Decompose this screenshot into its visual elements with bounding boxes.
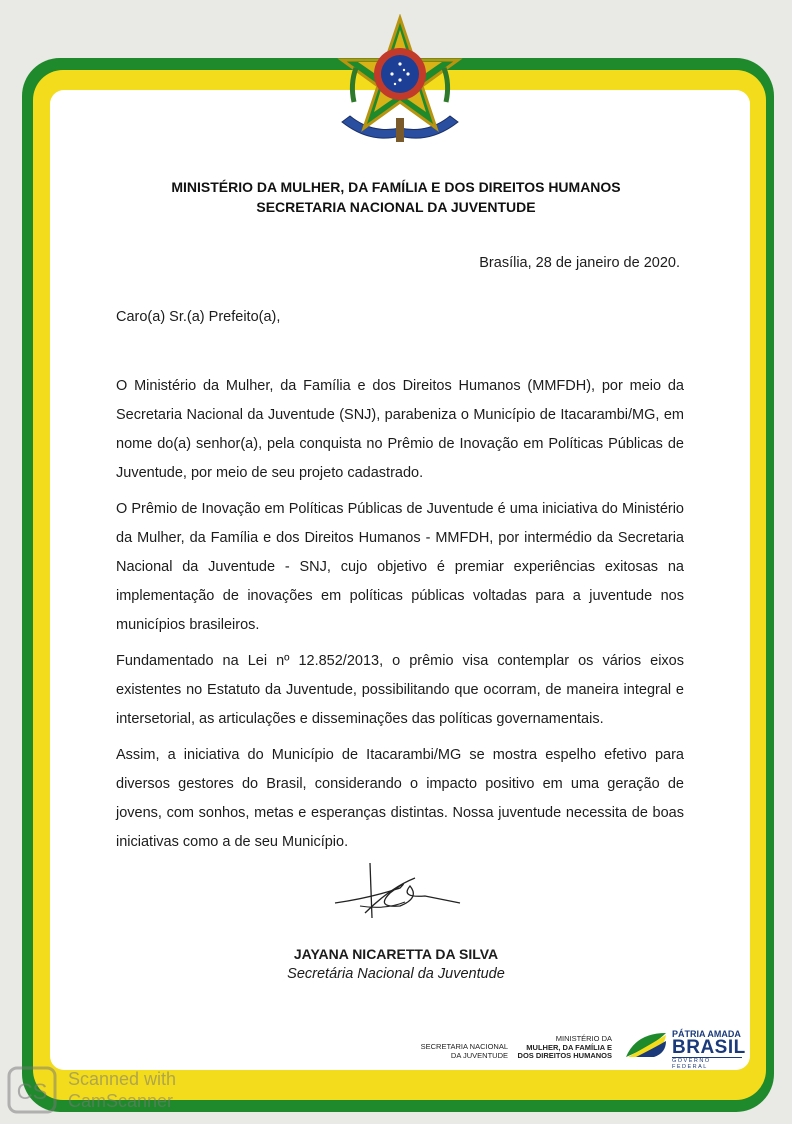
camscanner-logo-icon xyxy=(6,1065,58,1115)
handwritten-signature xyxy=(330,858,470,928)
letter-date: Brasília, 28 de janeiro de 2020. xyxy=(479,255,680,271)
letterhead xyxy=(0,177,792,217)
paragraph: Fundamentado na Lei nº 12.852/2013, o prêmio visa contemplar os vários eixos existentes no Estatuto da Juventude, possibilitando que ocorram, de maneira integral e intersetorial, as articulações e disseminações das políticas governamentais. xyxy=(116,653,684,727)
ministry-title: MINISTÉRIO DA MULHER, DA FAMÍLIA E DOS DIREITOS HUMANOS xyxy=(171,179,621,195)
brazil-flag-icon xyxy=(624,1031,668,1059)
paragraph: O Prêmio de Inovação em Políticas Públicas de Juventude é uma iniciativa do Ministério da Mulher, da Família e dos Direitos Humanos - MMFDH, por intermédio da Secretaria Nacional da Juventude - SNJ, cujo objetivo é premiar experiências exitosas na implementação de inovações em políticas públicas voltadas para a juventude nos municípios brasileiros. xyxy=(116,501,684,633)
signer-name: JAYANA NICARETTA DA SILVA xyxy=(293,946,499,962)
footer-snj-logo: SECRETARIA NACIONAL DA JUVENTUDE xyxy=(420,1042,508,1060)
paragraph: O Ministério da Mulher, da Família e dos Direitos Humanos (MMFDH), por meio da Secretaria Nacional da Juventude (SNJ), parabeniza o Município de Itacarambi/MG, em nome do(a) senhor(a), pela conquista no Prêmio de Inovação em Políticas Públicas de Juventude, por meio de seu projeto cadastrado. xyxy=(116,378,684,481)
secretariat-title: SECRETARIA NACIONAL DA JUVENTUDE xyxy=(256,199,536,215)
patria-amada-brasil-logo: PÁTRIA AMADA BRASIL GOVERNO FEDERAL xyxy=(672,1029,746,1070)
svg-text:CS: CS xyxy=(16,1079,48,1104)
footer-ministry-logo: MINISTÉRIO DA MULHER, DA FAMÍLIA E DOS DIREITOS HUMANOS xyxy=(517,1034,612,1060)
letter-body xyxy=(116,372,684,864)
paragraph: Assim, a iniciativa do Município de Itacarambi/MG se mostra espelho efetivo para diversos gestores do Brasil, considerando o impacto positivo em uma geração de jovens, com sonhos, metas e esperanças distintas. Nossa juventude necessita de boas iniciativas como a de seu Município. xyxy=(116,747,684,850)
signer-role: Secretária Nacional da Juventude xyxy=(287,966,505,982)
brazil-coat-of-arms-icon xyxy=(330,14,470,154)
camscanner-watermark: Scanned with CamScanner xyxy=(68,1069,177,1111)
salutation: Caro(a) Sr.(a) Prefeito(a), xyxy=(116,309,281,325)
